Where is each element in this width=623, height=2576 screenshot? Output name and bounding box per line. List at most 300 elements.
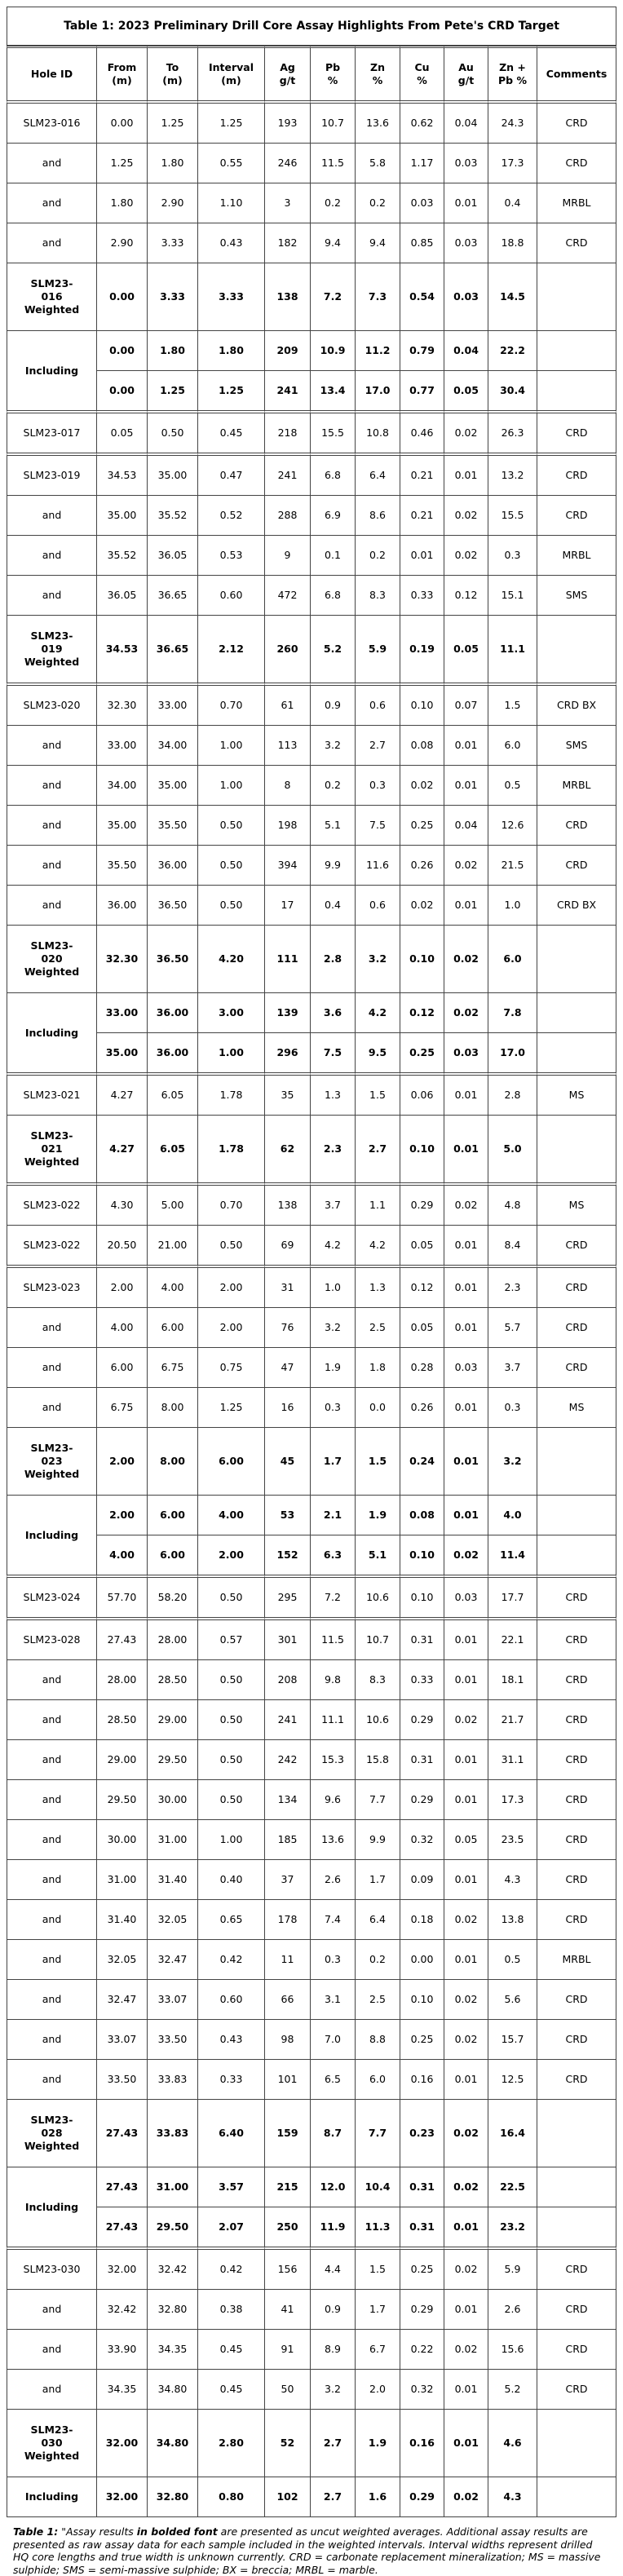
hole-id-cell: and [7, 143, 96, 183]
table-cell: 2.80 [197, 2409, 264, 2477]
table-cell: 32.42 [96, 2289, 147, 2329]
table-row [7, 1265, 616, 1307]
table-cell: 0.01 [444, 2369, 488, 2409]
table-cell: 12.5 [488, 2059, 537, 2099]
hole-id-cell: and [7, 765, 96, 805]
table-cell: 1.25 [147, 100, 197, 143]
table-row [7, 2289, 616, 2329]
table-cell: 15.6 [488, 2329, 537, 2369]
table-cell: 32.80 [147, 2289, 197, 2329]
table-cell: 0.01 [444, 1307, 488, 1347]
table-cell: 5.1 [310, 805, 355, 845]
table-cell: 3.57 [197, 2167, 264, 2207]
caption-text-post: are presented as uncut weighted averages. Additional assay results are presented as raw assay data for each sample included in the weighted intervals. Interval widths represent drilled HQ core lengths and true width is unknown currently. CRD = carbonate replacement mineralization; MS = massive sulphide; SMS = semi-massive sulphide; BX = breccia; MRBL = marble. [13, 2525, 601, 2576]
table-cell: 0.25 [400, 2019, 444, 2059]
hole-id-cell: SLM23- 028 Weighted [7, 2099, 96, 2167]
header-cell: Cu % [400, 46, 444, 100]
hole-id-cell: Including [7, 330, 96, 410]
table-cell: CRD [537, 1307, 616, 1347]
table-cell: 0.02 [444, 925, 488, 992]
table-cell: 0.2 [355, 1939, 400, 1979]
table-cell: 20.50 [96, 1225, 147, 1265]
table-row [7, 1979, 616, 2019]
table-row [7, 2167, 616, 2207]
table-cell: 0.60 [197, 1979, 264, 2019]
hole-id-cell: and [7, 1899, 96, 1939]
table-cell: 2.07 [197, 2207, 264, 2247]
table-cell: 33.00 [96, 992, 147, 1032]
table-cell: 4.27 [96, 1072, 147, 1115]
table-cell: 3.00 [197, 992, 264, 1032]
table-row [7, 1495, 616, 1535]
table-cell: 1.00 [197, 1819, 264, 1859]
table-cell: 0.08 [400, 1495, 444, 1535]
table-cell: 138 [264, 263, 310, 330]
table-row [7, 1427, 616, 1495]
table-cell: 11.5 [310, 143, 355, 183]
hole-id-cell: and [7, 183, 96, 223]
table-cell: 29.50 [96, 1779, 147, 1819]
hole-id-cell: Including [7, 2167, 96, 2247]
table-cell: 10.9 [310, 330, 355, 370]
table-cell: CRD [537, 2289, 616, 2329]
table-cell: 98 [264, 2019, 310, 2059]
table-cell: 0.18 [400, 1899, 444, 1939]
table-row [7, 845, 616, 885]
table-cell: 3.2 [310, 1307, 355, 1347]
table-cell: 4.3 [488, 2477, 537, 2517]
table-cell: 0.01 [444, 885, 488, 925]
table-cell: 101 [264, 2059, 310, 2099]
table-cell: 1.25 [147, 370, 197, 410]
table-cell: 0.31 [400, 1617, 444, 1659]
table-cell: 1.25 [197, 1387, 264, 1427]
table-cell: 1.3 [310, 1072, 355, 1115]
table-row [7, 615, 616, 683]
table-cell: 0.1 [310, 535, 355, 575]
table-cell: 33.00 [96, 725, 147, 765]
table-cell: 0.01 [444, 1659, 488, 1699]
hole-id-cell: and [7, 2369, 96, 2409]
table-cell: 31.00 [147, 2167, 197, 2207]
table-row [7, 2369, 616, 2409]
table-cell: 2.5 [355, 1307, 400, 1347]
table-cell: 0.29 [400, 1779, 444, 1819]
table-cell: 0.25 [400, 805, 444, 845]
table-row [7, 1899, 616, 1939]
table-cell: 0.02 [444, 535, 488, 575]
table-row [7, 1115, 616, 1182]
table-cell: CRD [537, 223, 616, 263]
table-cell: 0.50 [197, 1779, 264, 1819]
table-cell: 209 [264, 330, 310, 370]
table-cell: 0.50 [197, 1659, 264, 1699]
table-cell: 0.02 [444, 1182, 488, 1225]
hole-id-cell: SLM23- 016 Weighted [7, 263, 96, 330]
table-cell: 3.33 [197, 263, 264, 330]
table-cell: 1.00 [197, 1032, 264, 1072]
table-cell: 0.01 [444, 1939, 488, 1979]
table-row [7, 2099, 616, 2167]
hole-id-cell: and [7, 1387, 96, 1427]
table-cell: 36.50 [147, 925, 197, 992]
table-cell: 28.00 [96, 1659, 147, 1699]
table-row [7, 1347, 616, 1387]
table-cell: 1.5 [355, 2247, 400, 2289]
table-cell: 41 [264, 2289, 310, 2329]
table-cell: 34.80 [147, 2369, 197, 2409]
table-cell: 0.23 [400, 2099, 444, 2167]
table-cell: 1.1 [355, 1182, 400, 1225]
table-cell: 5.00 [147, 1182, 197, 1225]
table-cell: 0.45 [197, 410, 264, 453]
table-row [7, 183, 616, 223]
table-cell: 5.8 [355, 143, 400, 183]
table-cell: 21.00 [147, 1225, 197, 1265]
table-cell: 0.6 [355, 683, 400, 725]
table-row [7, 885, 616, 925]
table-cell: 33.07 [96, 2019, 147, 2059]
table-cell: 13.4 [310, 370, 355, 410]
table-cell: 17.0 [355, 370, 400, 410]
table-cell: CRD [537, 2247, 616, 2289]
table-cell: 0.02 [444, 495, 488, 535]
hole-id-cell: and [7, 725, 96, 765]
table-cell: 0.26 [400, 1387, 444, 1427]
table-cell: 33.50 [147, 2019, 197, 2059]
header-cell: From (m) [96, 46, 147, 100]
table-cell: 4.3 [488, 1859, 537, 1899]
table-cell: 27.43 [96, 2167, 147, 2207]
table-cell: 31 [264, 1265, 310, 1307]
table-cell: 7.2 [310, 263, 355, 330]
table-cell [537, 263, 616, 330]
table-cell: 0.01 [444, 2059, 488, 2099]
table-cell: 31.1 [488, 1739, 537, 1779]
hole-id-cell: SLM23- 030 Weighted [7, 2409, 96, 2477]
hole-id-cell: and [7, 1699, 96, 1739]
table-cell: 0.50 [197, 1739, 264, 1779]
table-cell: 36.00 [147, 845, 197, 885]
table-cell: 0.05 [400, 1307, 444, 1347]
table-cell: 18.8 [488, 223, 537, 263]
table-cell: 0.0 [355, 1387, 400, 1427]
table-cell: 0.02 [400, 765, 444, 805]
table-cell: 4.00 [197, 1495, 264, 1535]
table-cell: 159 [264, 2099, 310, 2167]
table-cell: 0.00 [96, 100, 147, 143]
table-cell: 6.0 [355, 2059, 400, 2099]
table-cell: 8.8 [355, 2019, 400, 2059]
table-cell: 10.7 [310, 100, 355, 143]
table-cell: 241 [264, 370, 310, 410]
table-cell [537, 2167, 616, 2207]
table-cell: 0.04 [444, 100, 488, 143]
table-cell: 11.9 [310, 2207, 355, 2247]
table-cell: 0.70 [197, 683, 264, 725]
hole-id-cell: SLM23-019 [7, 453, 96, 495]
table-cell: 0.33 [400, 575, 444, 615]
table-cell: 0.29 [400, 2289, 444, 2329]
hole-id-cell: SLM23-022 [7, 1182, 96, 1225]
hole-id-cell: Including [7, 2477, 96, 2517]
table-cell: 0.3 [355, 765, 400, 805]
table-cell: 2.1 [310, 1495, 355, 1535]
table-cell: 21.5 [488, 845, 537, 885]
table-cell: 0.32 [400, 2369, 444, 2409]
table-cell: 152 [264, 1535, 310, 1575]
table-cell: MS [537, 1182, 616, 1225]
table-cell: 1.7 [355, 2289, 400, 2329]
table-cell: 0.62 [400, 100, 444, 143]
table-cell: 0.19 [400, 615, 444, 683]
table-cell: 1.7 [355, 1859, 400, 1899]
table-cell: 12.0 [310, 2167, 355, 2207]
table-cell: 0.5 [488, 1939, 537, 1979]
table-cell: 69 [264, 1225, 310, 1265]
table-cell: CRD [537, 453, 616, 495]
table-cell: 3.2 [310, 725, 355, 765]
table-cell: 1.00 [197, 725, 264, 765]
table-cell: 0.02 [444, 2099, 488, 2167]
table-cell: 6.0 [488, 925, 537, 992]
table-cell: 1.9 [355, 2409, 400, 2477]
table-cell: 0.00 [96, 330, 147, 370]
table-cell: CRD [537, 1859, 616, 1899]
table-cell: 0.50 [197, 805, 264, 845]
table-row [7, 2329, 616, 2369]
table-cell: CRD [537, 1347, 616, 1387]
table-cell: 4.8 [488, 1182, 537, 1225]
table-cell: CRD [537, 805, 616, 845]
table-cell: 22.2 [488, 330, 537, 370]
table-cell: 0.80 [197, 2477, 264, 2517]
table-cell: 17.7 [488, 1575, 537, 1617]
table-cell: 218 [264, 410, 310, 453]
table-cell: 0.38 [197, 2289, 264, 2329]
table-cell: 66 [264, 1979, 310, 2019]
table-cell: 5.7 [488, 1307, 537, 1347]
hole-id-cell: and [7, 845, 96, 885]
table-row [7, 1699, 616, 1739]
table-cell: 13.6 [355, 100, 400, 143]
table-cell: 26.3 [488, 410, 537, 453]
table-cell: 34.53 [96, 615, 147, 683]
table-cell: 6.40 [197, 2099, 264, 2167]
table-cell: 11.2 [355, 330, 400, 370]
table-cell: 36.65 [147, 615, 197, 683]
table-cell: 50 [264, 2369, 310, 2409]
table-cell: 21.7 [488, 1699, 537, 1739]
table-cell: 0.02 [444, 2019, 488, 2059]
table-cell: 35.00 [96, 1032, 147, 1072]
table-cell: 17 [264, 885, 310, 925]
hole-id-cell: SLM23-017 [7, 410, 96, 453]
table-cell: 2.00 [96, 1265, 147, 1307]
table-cell: 31.40 [147, 1859, 197, 1899]
table-cell: 0.01 [444, 1617, 488, 1659]
table-cell: 0.08 [400, 725, 444, 765]
table-cell: 1.0 [488, 885, 537, 925]
table-cell: 7.3 [355, 263, 400, 330]
table-cell: 34.00 [147, 725, 197, 765]
table-cell: 1.80 [96, 183, 147, 223]
table-cell: 0.50 [197, 845, 264, 885]
table-cell: CRD [537, 1575, 616, 1617]
table-row [7, 1575, 616, 1617]
table-row [7, 1307, 616, 1347]
table-cell: 35.52 [96, 535, 147, 575]
hole-id-cell: and [7, 535, 96, 575]
table-cell: 0.5 [488, 765, 537, 805]
table-cell: 8.3 [355, 1659, 400, 1699]
table-cell: 3.7 [488, 1347, 537, 1387]
table-cell: CRD BX [537, 683, 616, 725]
table-cell: MRBL [537, 535, 616, 575]
table-cell: 0.01 [444, 1739, 488, 1779]
table-cell: 0.10 [400, 1115, 444, 1182]
table-cell: 11.4 [488, 1535, 537, 1575]
table-cell: SMS [537, 575, 616, 615]
table-cell: 2.7 [355, 725, 400, 765]
table-cell: 1.80 [147, 143, 197, 183]
table-cell: 7.4 [310, 1899, 355, 1939]
table-row [7, 1617, 616, 1659]
table-cell: 1.9 [310, 1347, 355, 1387]
table-cell: 9.4 [355, 223, 400, 263]
table-cell [537, 2207, 616, 2247]
table-cell: 0.00 [400, 1939, 444, 1979]
table-cell: 0.04 [444, 805, 488, 845]
table-cell: 4.27 [96, 1115, 147, 1182]
table-cell: 8.6 [355, 495, 400, 535]
table-cell: 0.25 [400, 1032, 444, 1072]
table-cell: 35.50 [96, 845, 147, 885]
hole-id-cell: Including [7, 992, 96, 1072]
table-cell: 0.57 [197, 1617, 264, 1659]
table-cell: 0.24 [400, 1427, 444, 1495]
table-cell: 15.5 [310, 410, 355, 453]
table-cell: 0.46 [400, 410, 444, 453]
table-cell: 57.70 [96, 1575, 147, 1617]
table-cell: 0.43 [197, 2019, 264, 2059]
table-cell: 0.06 [400, 1072, 444, 1115]
table-cell: 16.4 [488, 2099, 537, 2167]
table-cell: 139 [264, 992, 310, 1032]
table-cell: 30.00 [147, 1779, 197, 1819]
table-cell: 33.83 [147, 2099, 197, 2167]
table-cell: 0.02 [444, 1699, 488, 1739]
table-cell: MRBL [537, 765, 616, 805]
table-cell: 36.05 [96, 575, 147, 615]
table-cell: 11.3 [355, 2207, 400, 2247]
table-cell: 0.05 [444, 1819, 488, 1859]
table-cell: 7.7 [355, 1779, 400, 1819]
table-cell: 2.90 [96, 223, 147, 263]
table-cell: CRD [537, 410, 616, 453]
table-cell: 0.03 [444, 1575, 488, 1617]
table-row [7, 535, 616, 575]
table-cell [537, 2409, 616, 2477]
table-cell: 34.53 [96, 453, 147, 495]
table-cell: 1.9 [355, 1495, 400, 1535]
table-cell: 0.16 [400, 2409, 444, 2477]
hole-id-cell: SLM23-030 [7, 2247, 96, 2289]
table-cell: MS [537, 1072, 616, 1115]
table-cell: 0.02 [444, 2329, 488, 2369]
table-cell: 29.00 [147, 1699, 197, 1739]
table-cell: CRD [537, 2059, 616, 2099]
table-cell: 32.80 [147, 2477, 197, 2517]
table-cell: 62 [264, 1115, 310, 1182]
table-cell: 0.04 [444, 330, 488, 370]
table-cell: 52 [264, 2409, 310, 2477]
hole-id-cell: Including [7, 1495, 96, 1575]
table-cell: 6.8 [310, 453, 355, 495]
table-cell: 0.60 [197, 575, 264, 615]
table-cell: 1.8 [355, 1347, 400, 1387]
table-cell: 4.00 [147, 1265, 197, 1307]
table-cell [537, 1535, 616, 1575]
table-cell: 0.03 [444, 1032, 488, 1072]
table-title: Table 1: 2023 Preliminary Drill Core Assay Highlights From Pete's CRD Target [7, 7, 616, 46]
table-cell: 32.47 [147, 1939, 197, 1979]
table-cell: CRD [537, 1979, 616, 2019]
table-cell: 35.52 [147, 495, 197, 535]
table-cell: 6.00 [147, 1535, 197, 1575]
table-cell: 0.25 [400, 2247, 444, 2289]
caption-text-pre: "Assay results [58, 2525, 137, 2538]
hole-id-cell: and [7, 1939, 96, 1979]
table-cell: 34.35 [96, 2369, 147, 2409]
table-cell: 3 [264, 183, 310, 223]
table-cell: 34.00 [96, 765, 147, 805]
table-cell: 0.47 [197, 453, 264, 495]
table-cell: 113 [264, 725, 310, 765]
table-cell: 296 [264, 1032, 310, 1072]
table-cell: 8.7 [310, 2099, 355, 2167]
table-cell: 0.43 [197, 223, 264, 263]
table-cell: 0.05 [444, 370, 488, 410]
table-row [7, 1859, 616, 1899]
table-cell: 0.3 [488, 535, 537, 575]
table-cell [537, 330, 616, 370]
table-cell: 17.3 [488, 1779, 537, 1819]
table-cell: CRD [537, 1617, 616, 1659]
header-cell: Comments [537, 46, 616, 100]
hole-id-cell: SLM23- 021 Weighted [7, 1115, 96, 1182]
table-cell: 14.5 [488, 263, 537, 330]
table-cell: 3.33 [147, 223, 197, 263]
table-cell: 4.2 [355, 992, 400, 1032]
table-cell: 1.5 [488, 683, 537, 725]
table-cell: CRD [537, 100, 616, 143]
table-row [7, 223, 616, 263]
table-cell: 32.30 [96, 925, 147, 992]
table-cell: 0.4 [310, 885, 355, 925]
table-cell: CRD [537, 1739, 616, 1779]
table-row [7, 575, 616, 615]
table-cell: 0.00 [96, 370, 147, 410]
table-cell: 0.10 [400, 683, 444, 725]
table-cell: 5.2 [488, 2369, 537, 2409]
table-cell: 1.25 [197, 100, 264, 143]
table-cell: 0.03 [400, 183, 444, 223]
table-cell: 29.00 [96, 1739, 147, 1779]
table-cell: 8.3 [355, 575, 400, 615]
table-cell: 102 [264, 2477, 310, 2517]
table-cell: 2.7 [310, 2477, 355, 2517]
